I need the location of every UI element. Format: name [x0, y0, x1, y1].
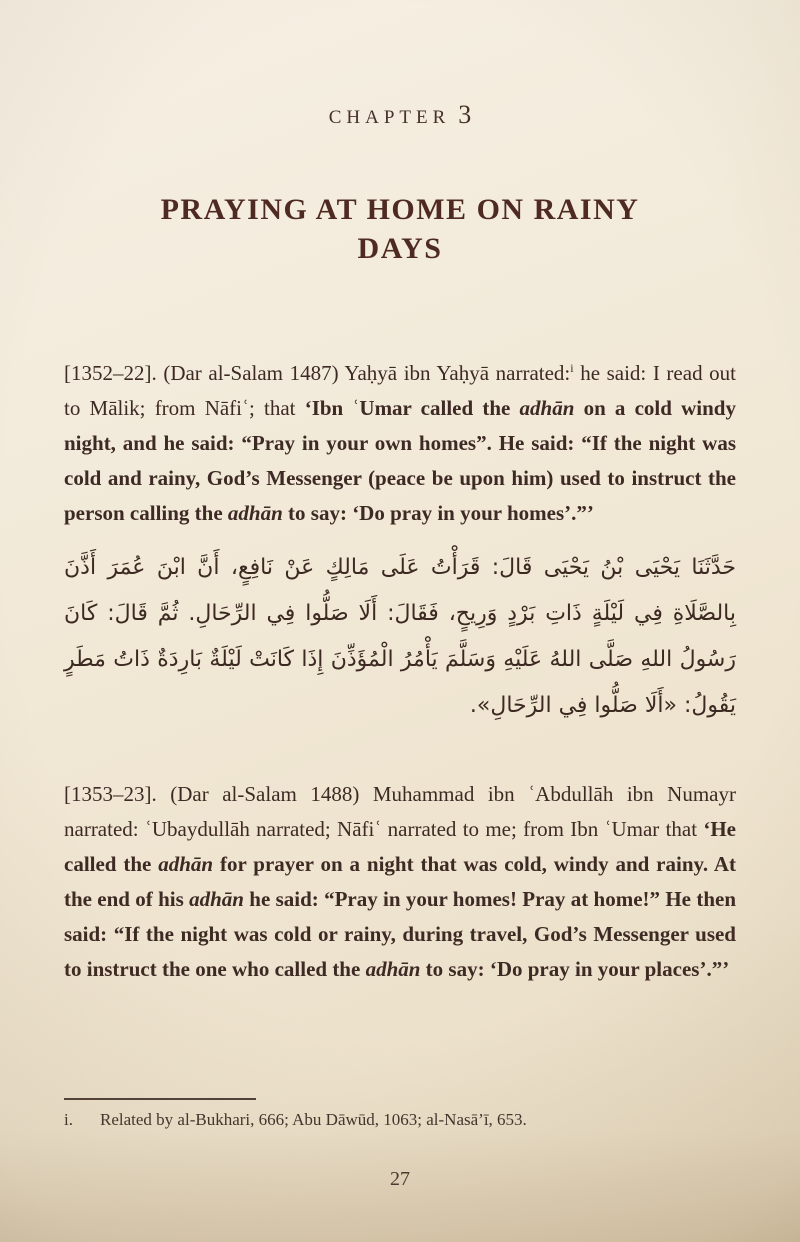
text-segment: adhān: [158, 852, 214, 876]
page-title: PRAYING AT HOME ON RAINY DAYS: [160, 193, 640, 265]
text-segment: for prayer on a night that was cold, windy and rainy. At the end of his: [64, 852, 736, 911]
footnote: [64, 1098, 736, 1132]
text-segment: he said: “Pray in your homes! Pray at home!” He then said: “If the night was cold or rainy, during travel, God’s Messenger used to instruct the one who called the: [64, 887, 736, 981]
text-segment: to say: ‘Do pray in your places’.”’: [420, 957, 730, 981]
text-segment: ‘Ibn ʿUmar called the: [304, 396, 520, 420]
text-segment: adhān: [227, 501, 283, 525]
text-segment: adhān: [365, 957, 421, 981]
text-segment: [1352–22]. (Dar al-Salam 1487) Yaḥyā ibn Yaḥyā narrated:: [64, 361, 571, 385]
chapter-label: CHAPTER: [328, 107, 451, 128]
chapter-heading: [64, 100, 736, 134]
text-segment: he said: I read out to Mālik; from Nāfiʿ; that: [64, 361, 736, 420]
text-segment: ‘He called the: [64, 817, 736, 876]
text-segment: [1353–23]. (Dar al-Salam 1488) Muhammad ibn ʿAbdullāh ibn Numayr narrated: ʿUbaydullāh narrated; Nāfiʿ narrated to me; from Ibn ʿUmar that: [64, 782, 736, 841]
footnote-line: [64, 1108, 736, 1132]
footnote-divider: [64, 1098, 256, 1100]
text-segment: to say: ‘Do pray in your homes’.”’: [282, 501, 594, 525]
chapter-number: 3: [458, 100, 472, 129]
hadith-1353-english-text: [64, 777, 736, 987]
footnote-text: Related by al-Bukhari, 666; Abu Dāwūd, 1063; al-Nasā’ī, 653.: [100, 1110, 527, 1129]
text-segment: i: [570, 361, 574, 375]
footnote-marker: i.: [64, 1110, 73, 1129]
text-segment: adhān: [519, 396, 575, 420]
text-segment: adhān: [189, 887, 244, 911]
hadith-1352-arabic-text: حَدَّثَنَا يَحْيَى بْنُ يَحْيَى قَالَ: قَرَأْتُ عَلَى مَالِكٍ عَنْ نَافِعٍ، أَنَّ ابْنَ عُمَرَ أَذَّنَ بِالصَّلَاةِ فِي لَيْلَةٍ ذَاتِ بَرْدٍ وَرِيحٍ، فَقَالَ: أَلَا صَلُّوا فِي الرِّحَالِ. ثُمَّ قَالَ: كَانَ رَسُولُ اللهِ صَلَّى اللهُ عَلَيْهِ وَسَلَّمَ يَأْمُرُ الْمُؤَذِّنَ إِذَا كَانَتْ لَيْلَةٌ بَارِدَةٌ ذَاتُ مَطَرٍ يَقُولُ: «أَلَا صَلُّوا فِي الرِّحَالِ».: [64, 555, 736, 718]
hadith-1352-english-text: [64, 356, 736, 531]
page-number: 27: [390, 1168, 410, 1190]
text-segment: on a cold windy night, and he said: “Pray in your own homes”. He said: “If the night was cold and rainy, God’s Messenger (peace be upon him) used to instruct the person calling the: [64, 396, 736, 525]
